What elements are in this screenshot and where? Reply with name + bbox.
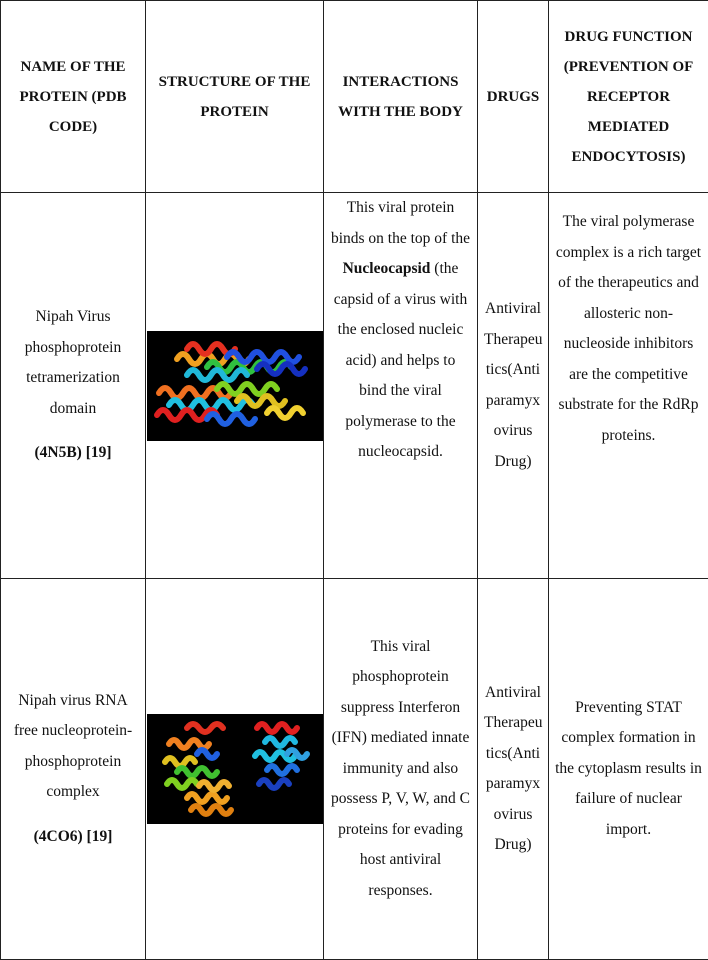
structure-cell: [146, 579, 324, 960]
table-row: [1, 193, 708, 579]
protein-name: Nipah Virus phosphoprotein tetramerization domain: [25, 308, 121, 417]
drug-function-cell: The viral polymerase complex is a rich target of the therapeutics and allosteric non-nucleoside inhibitors are the competitive substrate for the RdRp proteins.: [549, 193, 708, 579]
interaction-text-rest: (the capsid of a virus with the enclosed nucleic acid) and helps to bind the viral polymerase to the nucleocapsid.: [334, 260, 467, 460]
pdb-code: (4CO6) [19]: [34, 828, 113, 845]
header-drugs: DRUGS: [478, 1, 549, 193]
structure-cell: [146, 193, 324, 579]
header-row: [1, 1, 708, 193]
protein-name-cell: [1, 579, 146, 960]
protein-ribbon-globular-icon: [147, 714, 323, 824]
nucleocapsid-term: Nucleocapsid: [343, 260, 431, 277]
drug-function-cell: Preventing STAT complex formation in the cytoplasm results in failure of nuclear import.: [549, 579, 708, 960]
pdb-code: (4N5B) [19]: [34, 444, 111, 461]
interaction-cell: [324, 193, 478, 579]
table-row: [1, 579, 708, 960]
header-drug-function: DRUG FUNCTION (PREVENTION OF RECEPTOR MEDIATED ENDOCYTOSIS): [549, 1, 708, 193]
interaction-cell: This viral phosphoprotein suppress Interferon (IFN) mediated innate immunity and also possess P, V, W, and C proteins for evading host antiviral responses.: [324, 579, 478, 960]
interaction-text: This viral protein binds on the top of the: [331, 199, 470, 247]
header-structure: STRUCTURE OF THE PROTEIN: [146, 1, 324, 193]
protein-name: Nipah virus RNA free nucleoprotein-phosphoprotein complex: [14, 692, 132, 801]
drugs-cell: Antiviral Therapeu tics(Anti paramyx ovirus Drug): [478, 579, 549, 960]
header-protein-name: NAME OF THE PROTEIN (PDB CODE): [1, 1, 146, 193]
protein-name-cell: [1, 193, 146, 579]
protein-ribbon-helical-icon: [147, 331, 323, 441]
header-interactions: INTERACTIONS WITH THE BODY: [324, 1, 478, 193]
drugs-cell: Antiviral Therapeu tics(Anti paramyx ovirus Drug): [478, 193, 549, 579]
